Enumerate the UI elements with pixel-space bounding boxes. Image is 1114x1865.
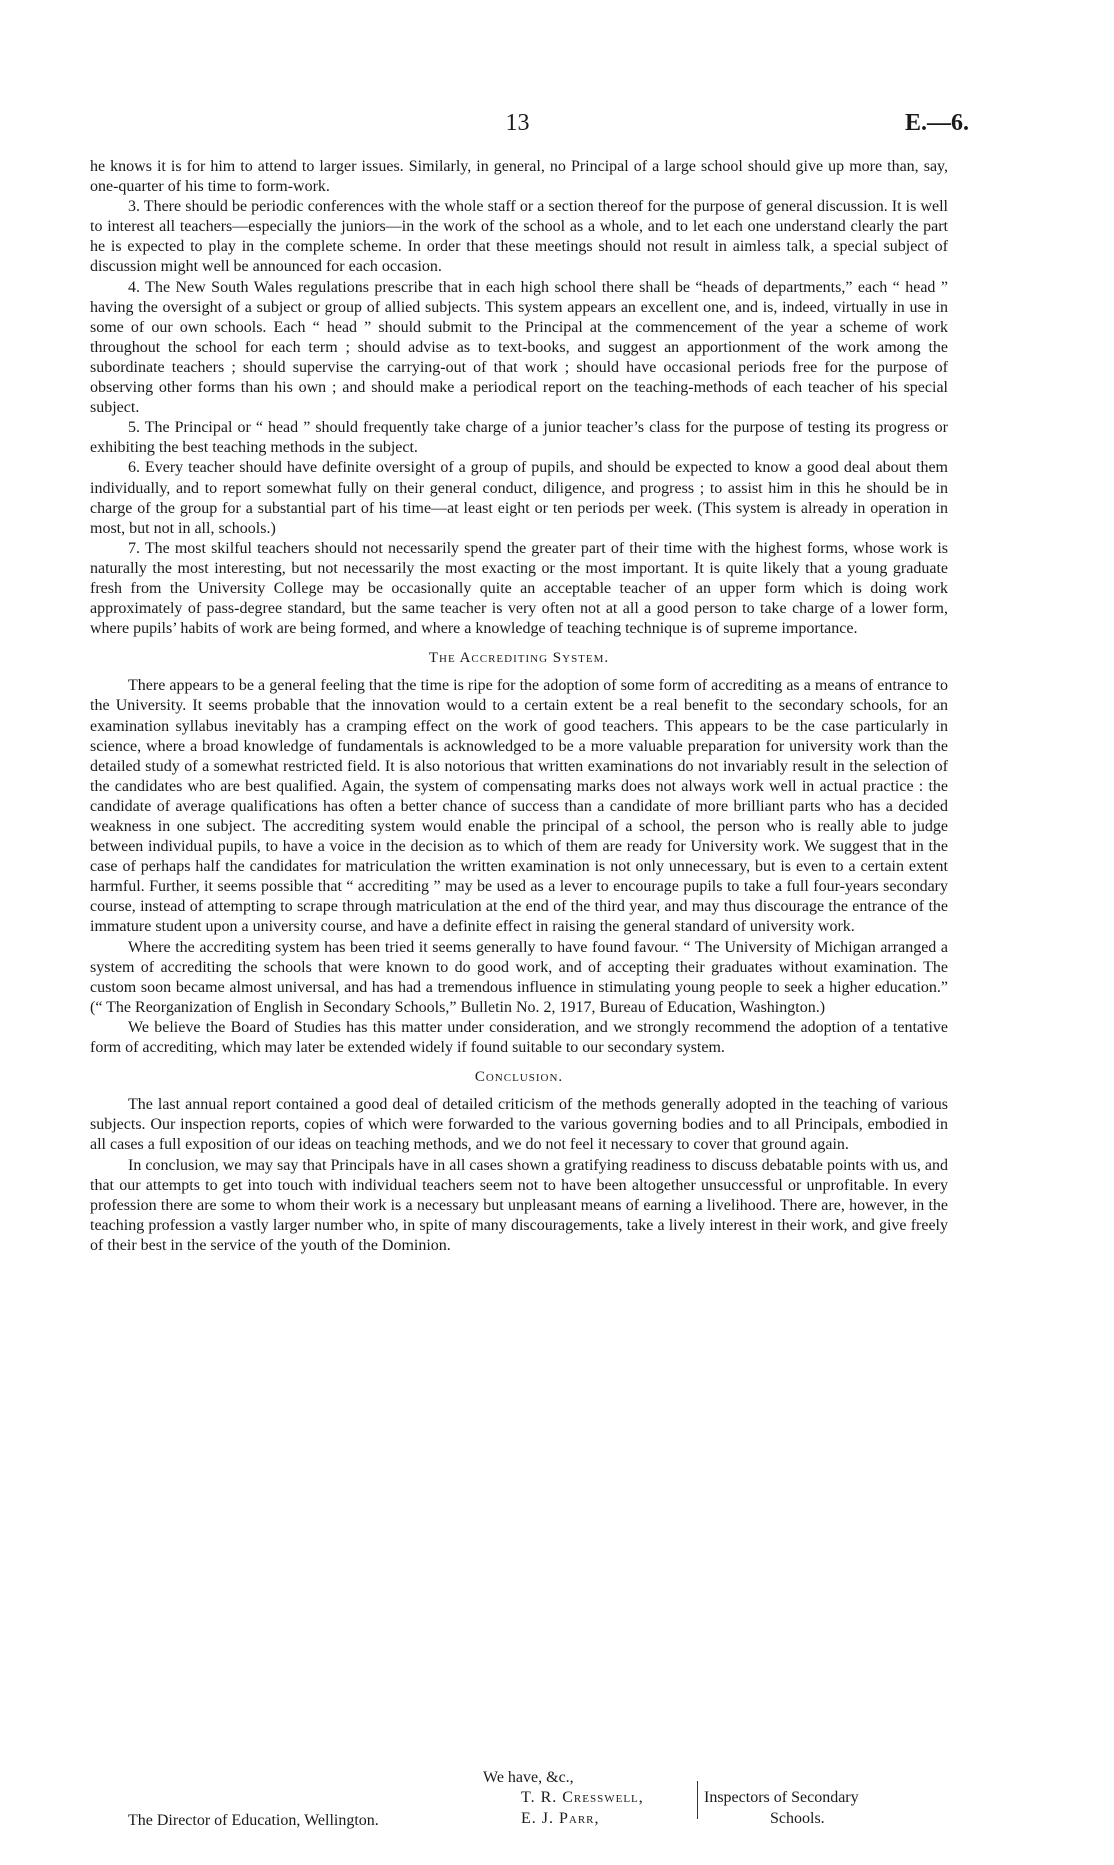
paragraph: We believe the Board of Studies has this matter under consideration, and we strongly recommend the adoption of a tentative form of accrediting, which may later be extended widely if found suitable to our secondary system. [90, 1018, 948, 1057]
section-heading-accrediting: The Accrediting System. [428, 650, 610, 667]
paragraph: 7. The most skilful teachers should not necessarily spend the greater part of their time with the highest forms, whose work is naturally the most interesting, but not necessarily the most exacting or the most important. It is quite likely that a young graduate fresh from the University College may be occasionally quite an acceptable teacher of an upper form which is doing work approximately of pass-degree standard, but the same teacher is very often not at all a good person to take charge of a lower form, where pupils’ habits of work are being formed, and where a knowledge of teaching technique is of supreme importance. [90, 539, 948, 638]
body-text [90, 157, 948, 1256]
signatory-title-line-2: Schools. [770, 1810, 825, 1827]
salutation: We have, &c., [483, 1769, 574, 1786]
paragraph: The last annual report contained a good deal of detailed criticism of the methods generally adopted in the teaching of various subjects. Our inspection reports, copies of which were forwarded to the various governing bodies and to all Principals, embodied in all cases a full exposition of our ideas on teaching methods, and we do not feel it necessary to cover that ground again. [90, 1096, 948, 1154]
paragraph: There appears to be a general feeling that the time is ripe for the adoption of some form of accrediting as a means of entrance to the University. It seems probable that the innovation would to a certain extent be a real benefit to the secondary schools, for an examination syllabus inevitably has a cramping effect on the work of good teachers. This appears to be the case particularly in science, where a broad knowledge of fundamentals is acknowledged to be a more valuable preparation for university work than the detailed study of a somewhat restricted field. It is also notorious that written examinations do not invariably result in the selection of the candidates who are best qualified. Again, the system of compensating marks does not always work well in actual practice : the candidate of average qualifications has often a better chance of success than a candidate of more brilliant parts who has a decided weakness in one subject. The accrediting system would enable the principal of a school, the person who is really able to judge between individual pupils, to have a voice in the decision as to which of them are ready for University work. We suggest that in the case of perhaps half the candidates for matriculation the written examination is not only unnecessary, but is even to a certain extent harmful. Further, it seems possible that “ accrediting ” may be used as a lever to encourage pupils to take a full four-years secondary course, instead of attempting to scrape through matriculation at the end of the third year, and may thus discourage the entrance of the immature student upon a university course, and have a definite effect in raising the general standard of university work. [90, 677, 948, 936]
signatory-brace [697, 1781, 699, 1819]
signatory-cresswell: T. R. Cresswell, [521, 1789, 644, 1806]
paragraph: 3. There should be periodic conferences with the whole staff or a section thereof for the purpose of general discussion. It is well to interest all teachers—especially the juniors—in the work of the school as a whole, and to let each one understand clearly the part he is expected to play in the complete scheme. In order that these meetings should not result in aimless talk, a special subject of discussion might well be announced for each occasion. [90, 198, 948, 276]
paragraph: 6. Every teacher should have definite oversight of a group of pupils, and should be expected to know a good deal about them individually, and to report somewhat fully on their general conduct, diligence, and progress ; to assist him in this he should be in charge of the group for a substantial part of his time—at least eight or ten periods per week. (This system is already in operation in most, but not in all, schools.) [90, 459, 948, 537]
paragraph: Where the accrediting system has been tried it seems generally to have found favour. “ The University of Michigan arranged a system of accrediting the schools that were known to do good work, and of accepting their graduates without examination. The custom soon became almost universal, and has had a tremendous influence in stimulating young people to seek a higher education.” (“ The Reorganization of English in Secondary Schools,” Bulletin No. 2, 1917, Bureau of Education, Washington.) [90, 938, 948, 1016]
signatory-title-line-1: Inspectors of Secondary [704, 1789, 859, 1806]
paragraph: In conclusion, we may say that Principals have in all cases shown a gratifying readiness to discuss debatable points with us, and that our attempts to get into touch with individual teachers seem not to have been altogether unsuccessful or unprofitable. In every profession there are some to whom their work is a necessary but unpleasant means of earning a livelihood. There are, however, in the teaching profession a vastly larger number who, in spite of many discouragements, take a lively interest in their work, and give freely of their best in the service of the youth of the Dominion. [90, 1156, 948, 1254]
paragraph: he knows it is for him to attend to larger issues. Similarly, in general, no Principal of a large school should give up more than, say, one-quarter of his time to form-work. [90, 158, 948, 196]
document-reference: E.—6. [904, 110, 969, 136]
paragraph: 4. The New South Wales regulations prescribe that in each high school there shall be “heads of departments,” each “ head ” having the oversight of a subject or group of allied subjects. This system appears an excellent one, and is, indeed, virtually in use in some of our own schools. Each “ head ” should submit to the Principal at the commencement of the year a scheme of work throughout the school for each term ; should advise as to text-books, and suggest an apportionment of the work among the subordinate teachers ; should supervise the carrying-out of that work ; should have occasional periods free for the purpose of observing other forms than his own ; and should make a periodical report on the teaching-methods of each teacher of his special subject. [90, 278, 948, 417]
section-heading-conclusion: Conclusion. [474, 1069, 564, 1086]
signatory-parr: E. J. Parr, [521, 1810, 600, 1827]
page-number: 13 [505, 110, 530, 136]
paragraph: 5. The Principal or “ head ” should frequently take charge of a junior teacher’s class for the purpose of testing its progress or exhibiting the best teaching methods in the subject. [90, 419, 948, 457]
addressee: The Director of Education, Wellington. [128, 1812, 379, 1829]
